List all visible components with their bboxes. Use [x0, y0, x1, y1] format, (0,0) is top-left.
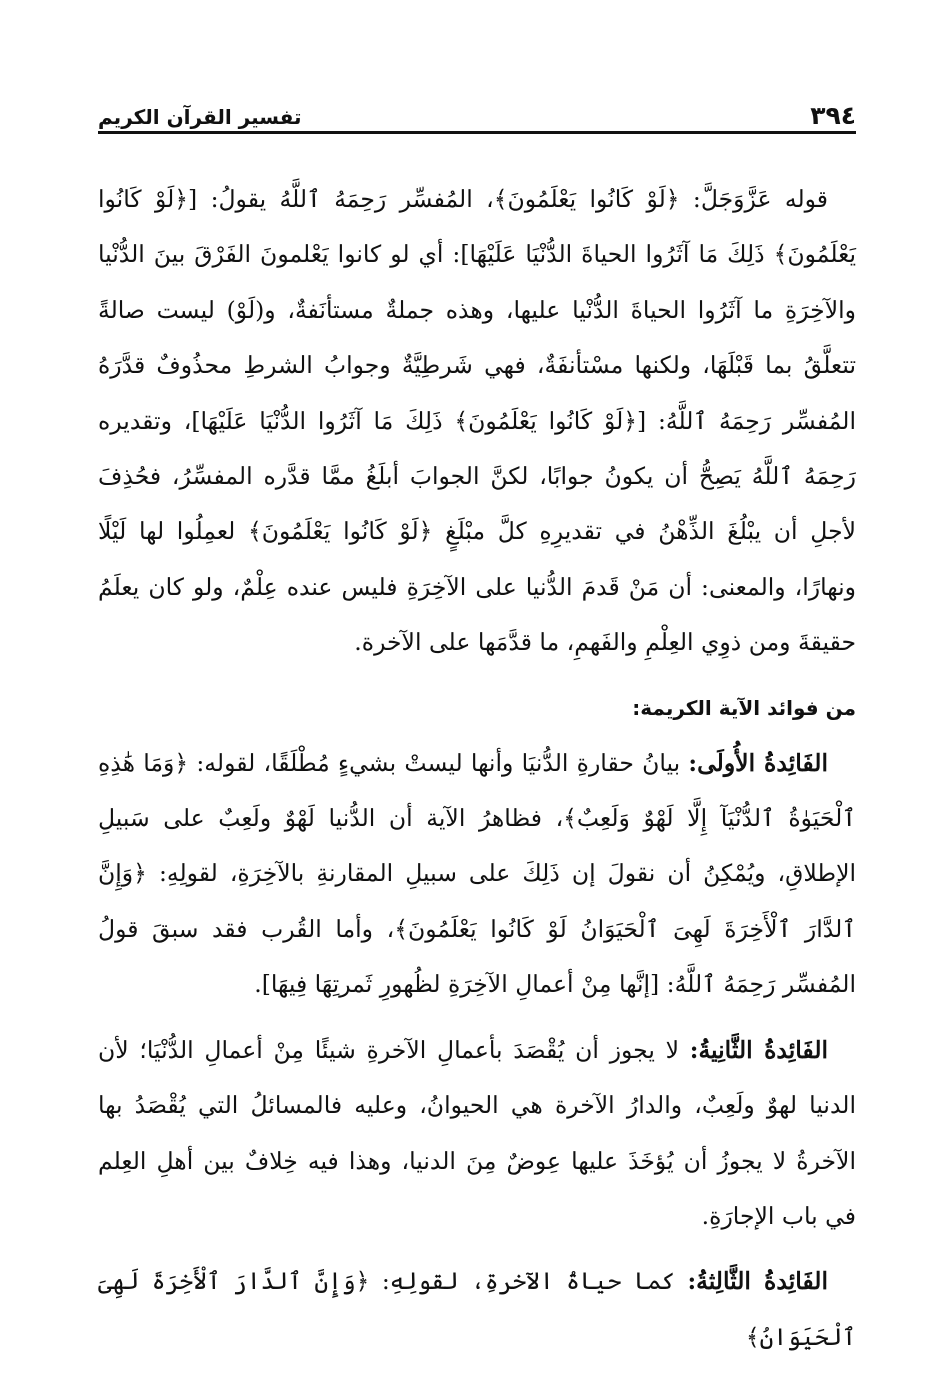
page-body — [98, 172, 856, 1365]
book-title: تفسير القرآن الكريم — [98, 105, 302, 129]
benefit-3-label: الفَائِدةُ الثَّالِثةُ: — [687, 1267, 828, 1296]
spacer — [98, 1013, 856, 1023]
paragraph-benefit-3 — [98, 1254, 856, 1365]
header-rule — [98, 131, 856, 134]
section-heading: من فوائد الآية الكريمة: — [632, 695, 856, 720]
paragraph-benefit-1 — [98, 736, 856, 1013]
running-head — [98, 96, 856, 130]
spacer — [98, 671, 856, 681]
benefit-1-text: بيانُ حقارةِ الدُّنيَا وأنها ليستْ بشيءٍ مُطْلَقًا، لقوله: ﴿وَمَا هَٰذِهِ ٱلْحَيَوٰةُ ٱلدُّنْيَآ إِلَّا لَهْوٌ وَلَعِبٌ﴾، فظاهرُ الآية أن الدُّنيا لَهْوٌ ولَعِبٌ على سَبيلِ الإطلاقِ، ويُمْكِنُ أن نقولَ إن ذَلِكَ على سبيلِ المقارنةِ بالآخِرَةِ، لقولِهِ: ﴿وَإِنَّ ٱلدَّارَ ٱلْأَخِرَةَ لَهِىَ ٱلْحَيَوَانُ لَوْ كَانُوا يَعْلَمُونَ﴾، وأما القُرب فقد سبقَ قولُ المُفسِّر رَحِمَهُ ٱللَّهُ: [إنَّها مِنْ أعمالِ الآخِرَةِ لظُهورِ ثَمرتِهَا فِيهَا]. — [98, 748, 856, 999]
benefit-1-label: الفَائِدةُ الأُولَى: — [688, 748, 828, 777]
paragraph-commentary: قوله عَزَّوَجَلَّ: ﴿لَوْ كَانُوا يَعْلَمُونَ﴾، المُفسِّر رَحِمَهُ ٱللَّهُ يقولُ: [﴿لَوْ كَانُوا يَعْلَمُونَ﴾ ذَلِكَ مَا آثَرُوا الحياةَ الدُّنْيَا عَلَيْهَا]: أي لو كانوا يَعْلمونَ الفَرْقَ بينَ الدُّنْيا والآخِرَةِ ما آثَرُوا الحياةَ الدُّنْيا عليها، وهذه جملةٌ مستأنَفةٌ، و(لَوْ) ليست صالةً تتعلَّقُ بما قَبْلَهَا، ولكنها مسْتأنفَةٌ، فهي شَرطِيَّةٌ وجوابُ الشرطِ محذُوفٌ قدَّرَهُ المُفسِّر رَحِمَهُ ٱللَّهُ: [﴿لَوْ كَانُوا يَعْلَمُونَ﴾ ذَلِكَ مَا آثَرُوا الدُّنْيَا عَلَيْهَا]، وتقديره رَحِمَهُ ٱللَّهُ يَصِحُّ أن يكونُ جوابًا، لكنَّ الجوابَ أبلَغُ ممَّا قدَّره المفسِّرُ، فحُذِفَ لأجلِ أن يبْلُغَ الذِّهْنُ في تقديرِهِ كلَّ مبْلَغٍ ﴿لَوْ كَانُوا يَعْلَمُونَ﴾ لعمِلُوا لها لَيْلًا ونهارًا، والمعنى: أن مَنْ قَدمَ الدُّنيا على الآخِرَةِ فليس عنده عِلْمٌ، ولو كان يعلَمُ حقيقةَ ومن ذوِي العِلْمِ والفَهمِ، ما قدَّمَها على الآخرة. — [98, 185, 856, 657]
spacer — [98, 1244, 856, 1254]
benefit-3-text: كما حياةُ الآخرةِ، لقولِهِ: ﴿وَإِنَّ ٱلدَّارَ ٱلْأَخِرَةَ لَهِىَ ٱلْحَيَوَانُ﴾ — [98, 1267, 856, 1351]
benefit-2-label: الفَائِدةُ الثَّانِيةُ: — [689, 1035, 829, 1064]
benefit-2-text: لا يجوز أن يُقْصَدَ بأعمالِ الآخرةِ شيئًا مِنْ أعمالِ الدُّنْيَا؛ لأن الدنيا لهوٌ ولَعِبٌ، والدارُ الآخرة هي الحيوانُ، وعليه فالمسائلُ التي يُقْصَدُ بها الآخرةُ لا يجوزُ أن يُؤخَذَ عليها عِوضٌ مِنَ الدنيا، وهذا فيه خِلافٌ بين أهلِ العِلم في باب الإجارَةِ. — [98, 1035, 856, 1230]
page-number: ٣٩٤ — [810, 101, 856, 130]
paragraph-benefit-2 — [98, 1023, 856, 1245]
